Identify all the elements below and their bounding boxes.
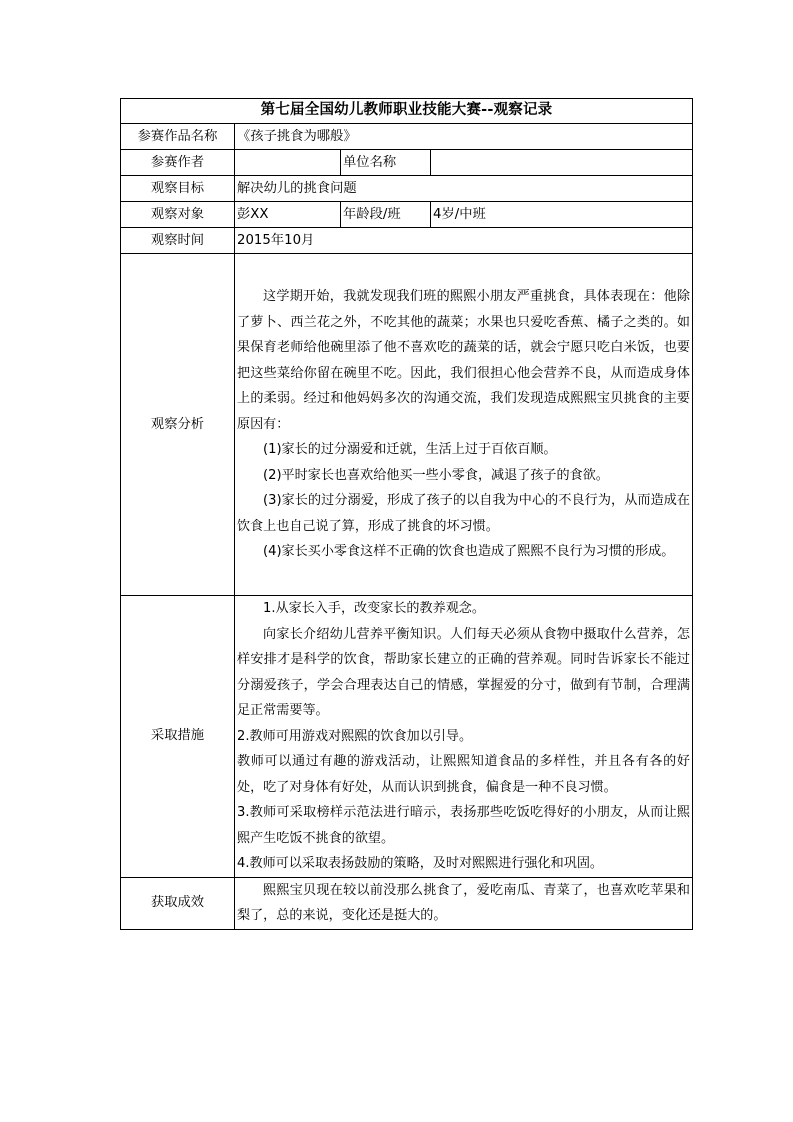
- analysis-paragraph: (3)家长的过分溺爱，形成了孩子的以自我为中心的不良行为，从而造成在饮食上也自己说了算，形成了挑食的坏习惯。: [237, 493, 691, 534]
- subject-value: 彭XX: [235, 202, 341, 228]
- measures-paragraph: 1.从家长入手，改变家长的教养观念。: [263, 601, 485, 616]
- subject-label: 观察对象: [121, 202, 235, 228]
- time-value: 2015年10月: [235, 228, 693, 254]
- analysis-paragraph: 这学期开始，我就发现我们班的熙熙小朋友严重挑食，具体表现在：他除了萝卜、西兰花之外，不吃其他的蔬菜；水果也只爱吃香蕉、橘子之类的。如果保育老师给他碗里添了他不喜欢吃的蔬菜的话，就会宁愿只吃白米饭，也要把这些菜给你留在碗里不吃。因此，我们很担心他会营养不良，从而造成身体上的柔弱。经过和他妈妈多次的沟通交流，我们发现造成熙熙宝贝挑食的主要原因有：: [237, 289, 691, 432]
- work-name-value: 《孩子挑食为哪般》: [235, 124, 693, 150]
- unit-label: 单位名称: [341, 150, 431, 176]
- document-title: 第七届全国幼儿教师职业技能大赛--观察记录: [121, 99, 693, 124]
- age-label: 年龄段/班: [341, 202, 431, 228]
- measures-content: [235, 596, 693, 878]
- unit-value: [431, 150, 693, 176]
- analysis-paragraph: (2)平时家长也喜欢给他买一些小零食，减退了孩子的食欲。: [263, 467, 609, 483]
- time-label: 观察时间: [121, 228, 235, 254]
- measures-paragraph: 教师可以通过有趣的游戏活动，让熙熙知道食品的多样性，并且各有各的好处，吃了对身体有好处，从而认识到挑食，偏食是一种不良习惯。: [237, 754, 691, 795]
- measures-label: 采取措施: [121, 596, 235, 878]
- age-value: 4岁/中班: [431, 202, 693, 228]
- measures-paragraph: 3.教师可采取榜样示范法进行暗示，表扬那些吃饭吃得好的小朋友，从而让熙熙产生吃饭不挑食的欲望。: [237, 805, 691, 846]
- analysis-content: [235, 254, 693, 596]
- author-label: 参赛作者: [121, 150, 235, 176]
- measures-paragraph: 2.教师可用游戏对熙熙的饮食加以引导。: [237, 728, 473, 744]
- analysis-paragraph: (4)家长买小零食这样不正确的饮食也造成了熙熙不良行为习惯的形成。: [263, 544, 675, 560]
- measures-paragraph: 4.教师可以采取表扬鼓励的策略，及时对熙熙进行强化和巩固。: [237, 856, 604, 871]
- results-content: [235, 877, 693, 929]
- results-paragraph: 熙熙宝贝现在较以前没那么挑食了，爱吃南瓜、青菜了，也喜欢吃苹果和梨了，总的来说，变化还是挺大的。: [237, 882, 691, 923]
- analysis-paragraph: (1)家长的过分溺爱和迁就，生活上过于百依百顺。: [263, 442, 557, 458]
- work-name-label: 参赛作品名称: [121, 124, 235, 150]
- analysis-label: 观察分析: [121, 254, 235, 596]
- goal-label: 观察目标: [121, 176, 235, 202]
- author-value: [235, 150, 341, 176]
- results-label: 获取成效: [121, 877, 235, 929]
- goal-value: 解决幼儿的挑食问题: [235, 176, 693, 202]
- measures-paragraph: 向家长介绍幼儿营养平衡知识。人们每天必须从食物中摄取什么营养，怎样安排才是科学的饮食，帮助家长建立的正确的营养观。同时告诉家长不能过分溺爱孩子，学会合理表达自己的情感，掌握爱的分寸，做到有节制，合理满足正常需要等。: [237, 626, 691, 718]
- observation-record-table: [120, 98, 693, 930]
